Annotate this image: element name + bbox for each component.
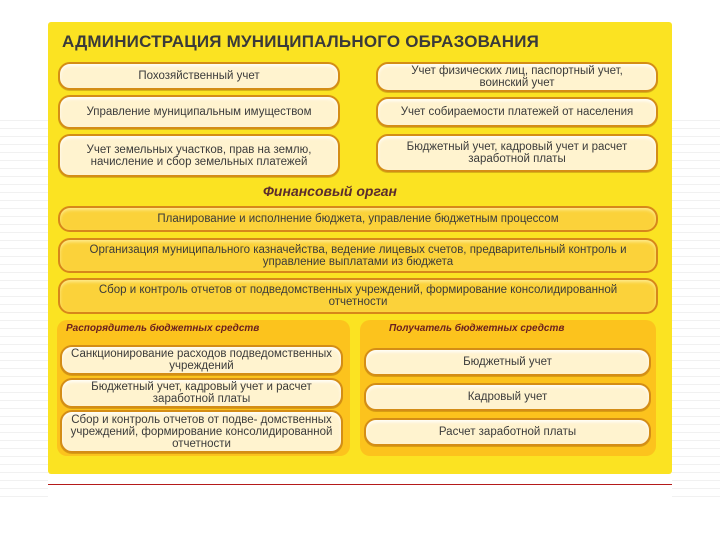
background-stripes-right [672,120,720,500]
admin-right-box-2: Учет собираемости платежей от населения [376,97,658,127]
financial-body-title: Финансовый орган [263,183,398,199]
admin-right-box-1: Учет физических лиц, паспортный учет, воинский учет [376,62,658,92]
manager-box-3: Сбор и контроль отчетов от подве- домственных учреждений, формирование консолидированной отчетности [60,410,343,453]
admin-right-box-3: Бюджетный учет, кадровый учет и расчет заработной платы [376,134,658,172]
recipient-box-3: Расчет заработной платы [364,418,651,446]
admin-left-box-2: Управление муниципальным имуществом [58,95,340,129]
diagram-title: АДМИНИСТРАЦИЯ МУНИЦИПАЛЬНОГО ОБРАЗОВАНИЯ [62,32,540,51]
fin-box-1: Планирование и исполнение бюджета, управление бюджетным процессом [58,206,658,232]
recipient-box-1: Бюджетный учет [364,348,651,376]
fin-box-2: Организация муниципального казначейства, ведение лицевых счетов, предварительный контроль и управление выплатами из бюджета [58,238,658,273]
manager-box-1: Санкционирование расходов подведомственных учреждений [60,345,343,375]
divider-line [48,484,672,485]
background-stripes-left [0,120,48,500]
admin-left-box-3: Учет земельных участков, прав на землю, начисление и сбор земельных платежей [58,134,340,177]
manager-title: Распорядитель бюджетных средств [66,323,260,334]
recipient-title: Получатель бюджетных средств [389,323,565,334]
fin-box-3: Сбор и контроль отчетов от подведомственных учреждений, формирование консолидированной отчетности [58,278,658,314]
manager-box-2: Бюджетный учет, кадровый учет и расчет заработной платы [60,378,343,408]
recipient-box-2: Кадровый учет [364,383,651,411]
admin-left-box-1: Похозяйственный учет [58,62,340,90]
